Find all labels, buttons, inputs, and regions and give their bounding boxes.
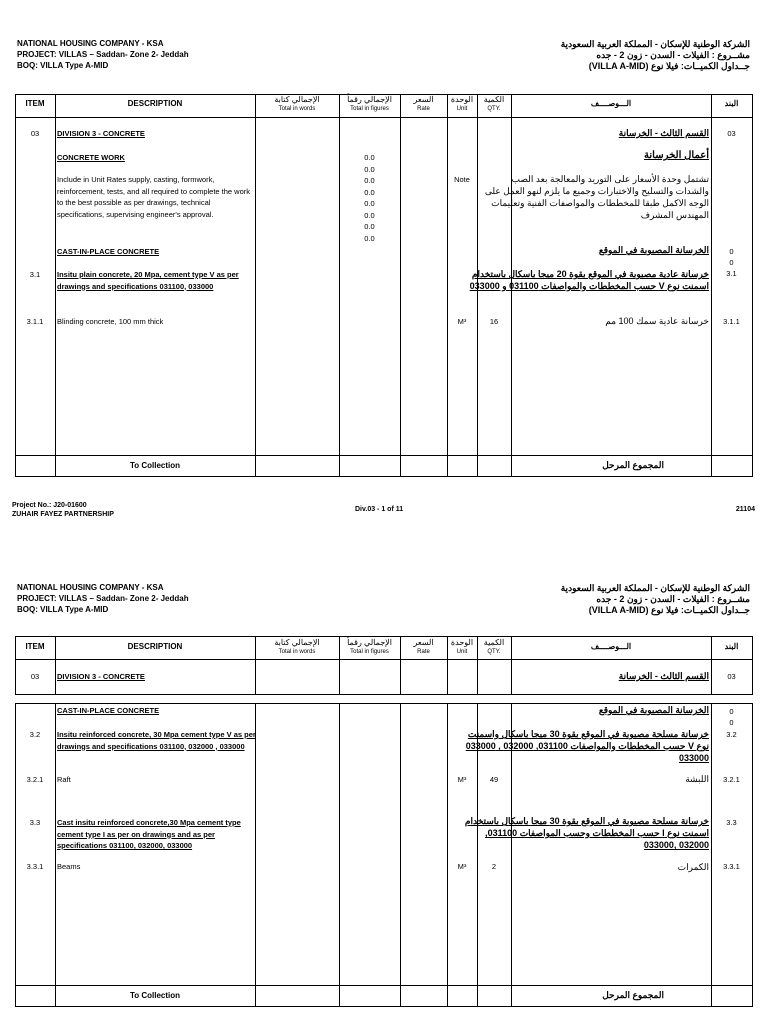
item-3-3-1-unit: M³ xyxy=(457,862,467,871)
concrete-work-title-ar: أعمال الخرسانة xyxy=(644,150,709,161)
item-3-1-ar: 3.1 xyxy=(726,269,737,278)
note-label: Note xyxy=(454,175,470,184)
col-description-ar: الـــوصــــف xyxy=(590,642,632,651)
project-number: Project No.: J20-01600 xyxy=(12,502,87,509)
col-description: DESCRIPTION xyxy=(127,99,183,108)
zero-value: 0 xyxy=(729,258,734,267)
item-3-3-1-ar: 3.3.1 xyxy=(723,862,740,871)
col-qty: الكمية QTY. xyxy=(483,638,505,655)
item-3-1: 3.1 xyxy=(29,270,41,279)
item-3-2-text-ar: خرسانة مسلحة مصبوبة في الموقع بقوة 30 ميجا باسكال واسمنت نوع V حسب المخططات والمواصفات 031100, 032000 , 033000 033000 xyxy=(465,729,709,763)
page-number: Div.03 - 1 of 11 xyxy=(355,506,404,513)
item-3-3-1: 3.3.1 xyxy=(26,862,44,871)
col-total-words: الإجمالي كتابة Total in words xyxy=(274,95,320,112)
item-3-1-1-unit: M³ xyxy=(457,317,467,326)
zero-value: 0.0 xyxy=(364,176,375,185)
col-item: ITEM xyxy=(25,642,45,651)
cip-title: CAST-IN-PLACE CONCRETE xyxy=(57,247,160,256)
project-name-ar: مشــروع : الفيلات - السدن - زون 2 - جده xyxy=(596,50,750,60)
concrete-work-text-ar: تشتمل وحدة الأسعار على التوريد والمعالجة بعد الصب والشدات والتسليح والاختبارات وجميع ما يلزم لنهو العمل على الوجه الاكمل طبقا للمخططات والمواصفات الفنية وتعليمات المهندس المشرف xyxy=(484,174,709,220)
item-3-2-1-qty: 49 xyxy=(489,775,499,784)
zero-value: 0 xyxy=(729,707,734,716)
to-collection-ar: المجموع المرحل xyxy=(602,460,664,470)
col-rate: السعر Rate xyxy=(413,638,434,655)
division-item: 03 xyxy=(30,672,40,681)
item-3-2-1-text: Raft xyxy=(57,775,71,784)
company-name: NATIONAL HOUSING COMPANY - KSA xyxy=(17,583,164,592)
division-title-ar: القسم الثالث - الخرسانة xyxy=(618,671,709,681)
firm-name: ZUHAIR FAYEZ PARTNERSHIP xyxy=(12,511,114,518)
item-3-1-1-qty: 16 xyxy=(489,317,499,326)
division-item-ar: 03 xyxy=(727,672,736,681)
zero-value: 0.0 xyxy=(364,164,375,174)
item-3-2-text: Insitu reinforced concrete, 30 Mpa cement type V as per drawings and specifications 031100, 032000 , 033000 xyxy=(57,730,256,751)
col-total-figures: الإجمالي رقماً Total in figures xyxy=(347,95,392,112)
item-3-2-ar: 3.2 xyxy=(726,730,737,739)
division-title: DIVISION 3 - CONCRETE xyxy=(57,672,145,681)
cip-title: CAST-IN-PLACE CONCRETE xyxy=(57,706,160,715)
division-title-ar: القسم الثالث - الخرسانة xyxy=(618,128,709,138)
item-3-1-1: 3.1.1 xyxy=(26,317,44,326)
item-3-1-1-ar: 3.1.1 xyxy=(723,317,740,326)
project-name: PROJECT: VILLAS – Saddan- Zone 2- Jeddah xyxy=(17,50,189,59)
zero-value: 0 xyxy=(729,247,734,256)
item-3-3-text-ar: خرسانة مسلحة مصبوبة في الموقع بقوة 30 ميجا باسكال باستخدام اسمنت نوع I حسب المخططات وحسب المواصفات 031100, 032000 ,033000 xyxy=(464,816,709,850)
zero-value: 0 xyxy=(729,718,734,727)
zero-value: 0.0 xyxy=(364,233,375,243)
item-3-1-1-text: Blinding concrete, 100 mm thick xyxy=(57,317,164,326)
company-name: NATIONAL HOUSING COMPANY - KSA xyxy=(17,39,164,48)
zero-column xyxy=(339,152,400,244)
division-title: DIVISION 3 - CONCRETE xyxy=(57,129,145,138)
division-item-ar: 03 xyxy=(727,129,736,138)
item-3-3-text: Cast insitu reinforced concrete,30 Mpa cement type cement type I as per on drawings and as per specifications 031100, 032000, 033000 xyxy=(57,818,241,850)
doc-code: 21104 xyxy=(735,506,755,513)
col-description: DESCRIPTION xyxy=(127,642,183,651)
cip-zeros xyxy=(711,706,752,728)
item-3-2: 3.2 xyxy=(29,730,41,739)
concrete-work-title: CONCRETE WORK xyxy=(57,153,125,162)
item-3-3-ar: 3.3 xyxy=(726,818,737,827)
item-3-2-1-text-ar: اللبشة xyxy=(685,774,709,784)
boq-name-ar: جــداول الكميــات: فيلا نوع (VILLA A-MID) xyxy=(588,605,750,615)
zero-value: 0.0 xyxy=(364,187,375,197)
item-3-2-1: 3.2.1 xyxy=(26,775,44,784)
col-item-ar: البند xyxy=(724,642,739,651)
item-3-1-text-ar: خرسانة عادية مصبوبة في الموقع بقوة 20 ميجا باسكال باستخدام اسمنت نوع V حسب المخططات والمواصفات 031100 و 033000 xyxy=(469,269,709,291)
item-3-3-1-text: Beams xyxy=(57,862,81,871)
item-3-2-1-ar: 3.2.1 xyxy=(723,775,740,784)
project-name-ar: مشــروع : الفيلات - السدن - زون 2 - جده xyxy=(596,594,750,604)
col-total-figures: الإجمالي رقماً Total in figures xyxy=(347,638,392,655)
zero-value: 0.0 xyxy=(364,210,375,220)
col-item-ar: البند xyxy=(724,99,739,108)
col-unit: الوحدة Unit xyxy=(450,638,474,655)
zero-value: 0.0 xyxy=(364,222,375,231)
zero-value: 0.0 xyxy=(364,199,375,208)
col-unit: الوحدة Unit xyxy=(450,95,474,112)
item-3-3-1-text-ar: الكمرات xyxy=(677,862,709,872)
to-collection: To Collection xyxy=(129,461,181,470)
concrete-work-text: Include in Unit Rates supply, casting, formwork, reinforcement, tests, and all required to complete the work to the best possible as per drawings, technical specifications, supervising engineer's approval. xyxy=(57,175,251,219)
to-collection: To Collection xyxy=(129,991,181,1000)
item-3-1-1-text-ar: خرسانة عادية سمك 100 مم xyxy=(605,316,709,326)
company-name-ar: الشركة الوطنية للإسكان - المملكة العربية السعودية xyxy=(560,583,750,593)
item-3-1-text: Insitu plain concrete, 20 Mpa, cement type V as per drawings and specifications 031100, 033000 xyxy=(57,270,239,291)
cip-zeros xyxy=(711,246,752,268)
col-item: ITEM xyxy=(25,99,45,108)
zero-value: 0.0 xyxy=(364,153,375,162)
col-rate: السعر Rate xyxy=(413,95,434,112)
item-3-2-1-unit: M³ xyxy=(457,775,467,784)
col-qty: الكمية QTY. xyxy=(483,95,505,112)
cip-title-ar: الخرسانة المصبوبة في الموقع xyxy=(598,245,709,255)
division-item: 03 xyxy=(30,129,40,138)
cip-title-ar: الخرسانة المصبوبة في الموقع xyxy=(598,705,709,715)
item-3-3: 3.3 xyxy=(29,818,41,827)
col-description-ar: الـــوصــــف xyxy=(590,99,632,108)
item-3-3-1-qty: 2 xyxy=(491,862,497,871)
col-total-words: الإجمالي كتابة Total in words xyxy=(274,638,320,655)
project-name: PROJECT: VILLAS – Saddan- Zone 2- Jeddah xyxy=(17,594,189,603)
boq-name-ar: جــداول الكميــات: فيلا نوع (VILLA A-MID) xyxy=(588,61,750,71)
boq-name: BOQ: VILLA Type A-MID xyxy=(17,61,109,70)
company-name-ar: الشركة الوطنية للإسكان - المملكة العربية السعودية xyxy=(560,39,750,49)
to-collection-ar: المجموع المرحل xyxy=(602,990,664,1000)
boq-name: BOQ: VILLA Type A-MID xyxy=(17,605,109,614)
